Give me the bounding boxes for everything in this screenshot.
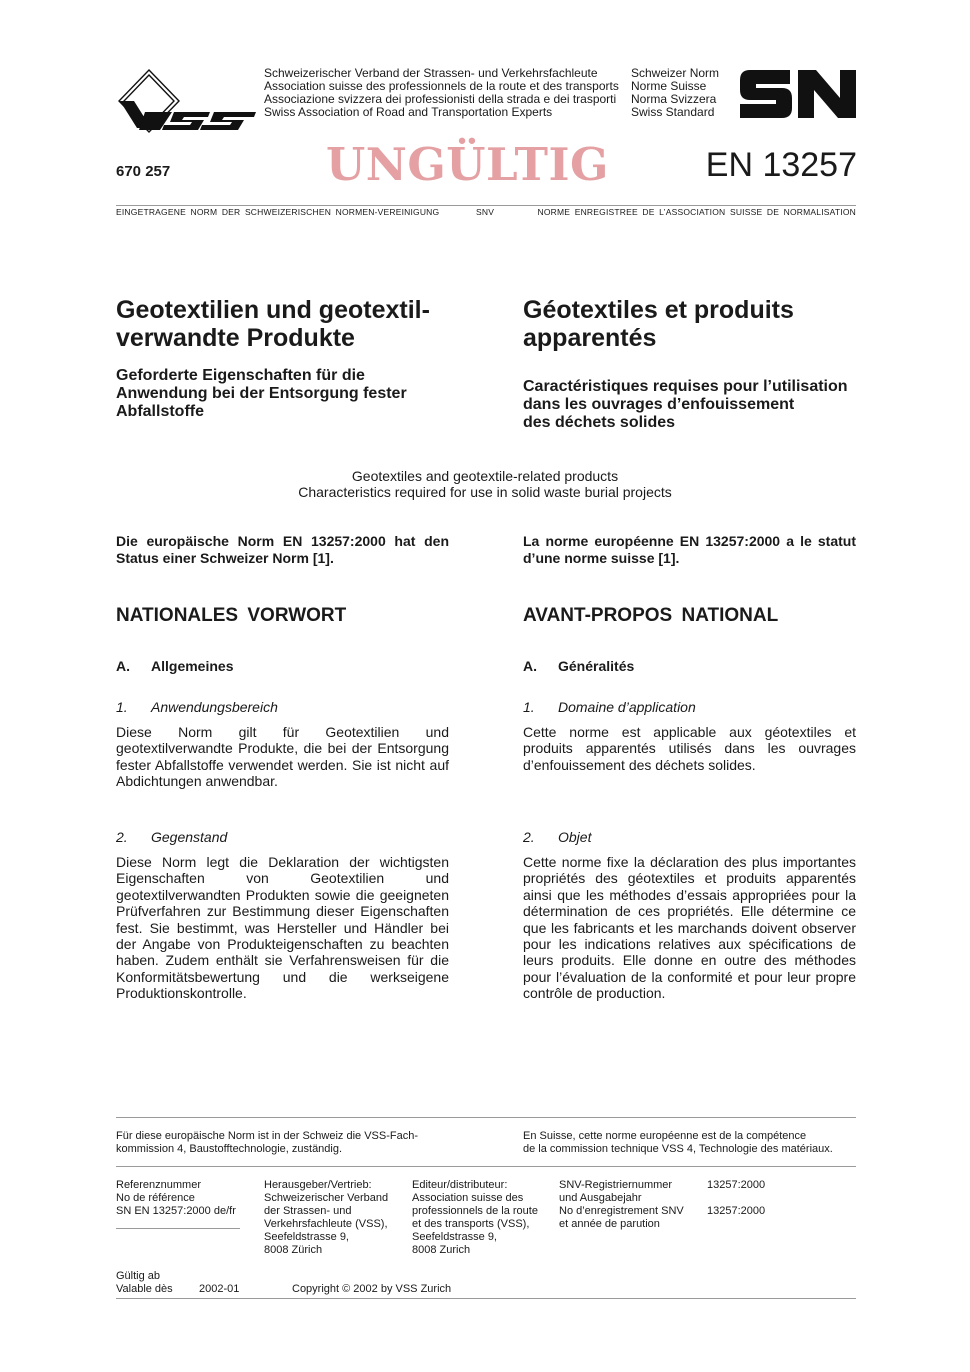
subtitle-de-line: Abfallstoffe	[116, 403, 204, 420]
registration-fr: NORME ENREGISTREE DE L’ASSOCIATION SUISSE DE NORMALISATION	[537, 207, 856, 217]
invalid-stamp: UNGÜLTIG	[326, 138, 609, 191]
snv-registration	[559, 1179, 684, 1231]
title-de-line: verwandte Produkte	[116, 324, 355, 352]
status-statement-fr: La norme européenne EN 13257:2000 a le statut d’une norme suisse [1].	[523, 533, 856, 566]
item1-heading-de	[116, 699, 449, 715]
header-divider	[116, 205, 856, 206]
item-title: Anwendungsbereich	[151, 699, 278, 715]
competence-de	[116, 1130, 418, 1156]
snv-reg-line: et année de parution	[559, 1218, 660, 1230]
title-en	[0, 468, 970, 500]
title-en-line: Geotextiles and geotextile-related products	[351, 468, 619, 484]
publisher-de	[264, 1179, 388, 1257]
valid-from-de: Gültig ab	[116, 1270, 161, 1282]
title-de-line: Geotextilien und geotextil-	[116, 296, 430, 324]
subtitle-fr-line: des déchets solides	[523, 414, 676, 431]
norm-label-de: Schweizer Norm	[631, 66, 720, 80]
subtitle-de-line: Geforderte Eigenschaften für die	[116, 367, 365, 384]
competence-de-line: Für diese europäische Norm ist in der Schweiz die VSS-Fach-	[116, 1130, 419, 1142]
snv-reg-line: SNV-Registriernummer	[559, 1179, 673, 1191]
valid-from-date: 2002-01	[199, 1283, 240, 1295]
publisher-fr-line: Association suisse des	[412, 1192, 524, 1204]
footer-bottom-divider	[116, 1298, 856, 1299]
subtitle-de-line: Anwendung bei der Entsorgung fester	[116, 385, 407, 402]
snv-reg-line: und Ausgabejahr	[559, 1192, 642, 1204]
association-name-de: Schweizerischer Verband der Strassen- und Verkehrsfachleute	[264, 66, 598, 80]
section-number: A.	[523, 658, 537, 674]
association-name-it: Associazione svizzera dei professionisti della strada e dei trasporti	[264, 92, 617, 106]
item-title: Gegenstand	[151, 829, 228, 845]
section-a-de	[116, 658, 449, 674]
copyright: Copyright © 2002 by VSS Zurich	[292, 1283, 452, 1295]
item-number: 1.	[523, 699, 535, 715]
item2-heading-de	[116, 829, 449, 845]
publisher-fr-line: et des transports (VSS),	[412, 1218, 530, 1230]
snv-registration-value-de: 13257:2000	[707, 1179, 766, 1191]
association-name-en: Swiss Association of Road and Transportation Experts	[264, 105, 553, 119]
subtitle-fr-line: dans les ouvrages d’enfouissement	[523, 396, 795, 413]
item1-heading-fr	[523, 699, 856, 715]
item1-text-de: Diese Norm gilt für Geotextilien und geotextilverwandte Produkte, die bei der Entsorgung fester Abfallstoffe verwendet werden. Sie ist nicht auf Abdichtungen anwendbar.	[116, 724, 449, 790]
publisher-de-line: Seefeldstrasse 9,	[264, 1231, 349, 1243]
subtitle-en-line: Characteristics required for use in solid waste burial projects	[298, 484, 672, 500]
title-fr	[523, 296, 856, 352]
norm-language-labels	[631, 67, 719, 119]
norm-label-en: Swiss Standard	[631, 105, 715, 119]
en-standard-number: EN 13257	[705, 146, 857, 184]
competence-fr-line: de la commission technique VSS 4, Technologie des matériaux.	[523, 1143, 833, 1155]
item2-heading-fr	[523, 829, 856, 845]
publisher-de-line: Herausgeber/Vertrieb:	[264, 1179, 372, 1191]
item1-text-fr: Cette norme est applicable aux géotextiles et produits apparentés utilisés dans les ouvrages d’enfouissement des déchets solides.	[523, 724, 856, 773]
publisher-de-line: Verkehrsfachleute (VSS),	[264, 1218, 388, 1230]
item-title: Objet	[558, 829, 592, 845]
section-title: Généralités	[558, 658, 635, 674]
publisher-fr-line: professionnels de la route	[412, 1205, 538, 1217]
sn-logo	[740, 70, 856, 118]
snv-reg-line: No d’enregistrement SNV	[559, 1205, 684, 1217]
title-fr-line: apparentés	[523, 324, 657, 352]
competence-de-line: kommission 4, Baustofftechnologie, zuständig.	[116, 1143, 343, 1155]
norm-label-fr: Norme Suisse	[631, 79, 707, 93]
item-number: 1.	[116, 699, 128, 715]
item-number: 2.	[523, 829, 535, 845]
competence-fr-line: En Suisse, cette norme européenne est de la compétence	[523, 1130, 807, 1142]
item-title: Domaine d’application	[558, 699, 696, 715]
title-fr-line: Géotextiles et produits	[523, 296, 794, 324]
publisher-fr-line: Editeur/distributeur:	[412, 1179, 508, 1191]
reference-line: SN EN 13257:2000 de/fr	[116, 1205, 236, 1217]
footer-divider	[116, 1166, 856, 1167]
snv-registration-value-fr: 13257:2000	[707, 1205, 766, 1217]
section-a-fr	[523, 658, 856, 674]
section-number: A.	[116, 658, 130, 674]
publisher-de-line: Schweizerischer Verband	[264, 1192, 389, 1204]
publisher-fr-line: Seefeldstrasse 9,	[412, 1231, 497, 1243]
item2-text-de: Diese Norm legt die Deklaration der wichtigsten Eigenschaften von Geotextilien und geotextilverwandten Produkten sowie die geeigneten Prüfverfahren zur Bestimmung dieser Eigenschaften fest. Sie bestimmt, was Hersteller und Händler bei der Angabe von Produkteigenschaften zu beachten haben. Zudem enthält sie Verfahrensweisen für die Konformitätsbewertung und die werkseigene Produktionskontrolle.	[116, 854, 449, 1002]
valid-from-fr: Valable dès	[116, 1283, 173, 1295]
subtitle-fr	[523, 378, 856, 432]
reference-line: Referenznummer	[116, 1179, 201, 1191]
association-name-fr: Association suisse des professionnels de la route et des transports	[264, 79, 619, 93]
publisher-fr	[412, 1179, 538, 1257]
document-number: 670 257	[116, 163, 171, 180]
vss-logo	[116, 68, 258, 134]
section-title: Allgemeines	[151, 658, 234, 674]
foreword-heading-de: NATIONALES VORWORT	[116, 605, 347, 626]
publisher-de-line: 8008 Zürich	[264, 1244, 323, 1256]
status-statement-de: Die europäische Norm EN 13257:2000 hat den Status einer Schweizer Norm [1].	[116, 533, 449, 566]
subtitle-de	[116, 367, 449, 421]
publisher-fr-line: 8008 Zurich	[412, 1244, 471, 1256]
norm-label-it: Norma Svizzera	[631, 92, 717, 106]
reference-divider	[116, 1228, 240, 1229]
footer-divider	[116, 1117, 856, 1118]
registration-de: EINGETRAGENE NORM DER SCHWEIZERISCHEN NORMEN-VEREINIGUNG	[116, 207, 440, 217]
publisher-de-line: der Strassen- und	[264, 1205, 352, 1217]
competence-fr	[523, 1130, 833, 1156]
reference-line: No de référence	[116, 1192, 195, 1204]
association-names	[264, 67, 619, 119]
foreword-heading-fr: AVANT-PROPOS NATIONAL	[523, 605, 779, 626]
item-number: 2.	[116, 829, 128, 845]
item2-text-fr: Cette norme fixe la déclaration des plus importantes propriétés des géotextiles et produits apparentés ainsi que les méthodes d’essais appropriées pour la détermination de ces propriétés. Elle détermine ce que les fabricants et les marchands doivent observer pour les indications relatives aux spécifications de leurs produits. Elle donne en outre des méthodes pour l’évaluation de la conformité et pour leur propre contrôle de production.	[523, 854, 856, 1002]
registration-snv: SNV	[476, 207, 495, 217]
reference-number	[116, 1179, 236, 1218]
subtitle-fr-line: Caractéristiques requises pour l’utilisation	[523, 378, 848, 395]
title-de	[116, 296, 449, 352]
